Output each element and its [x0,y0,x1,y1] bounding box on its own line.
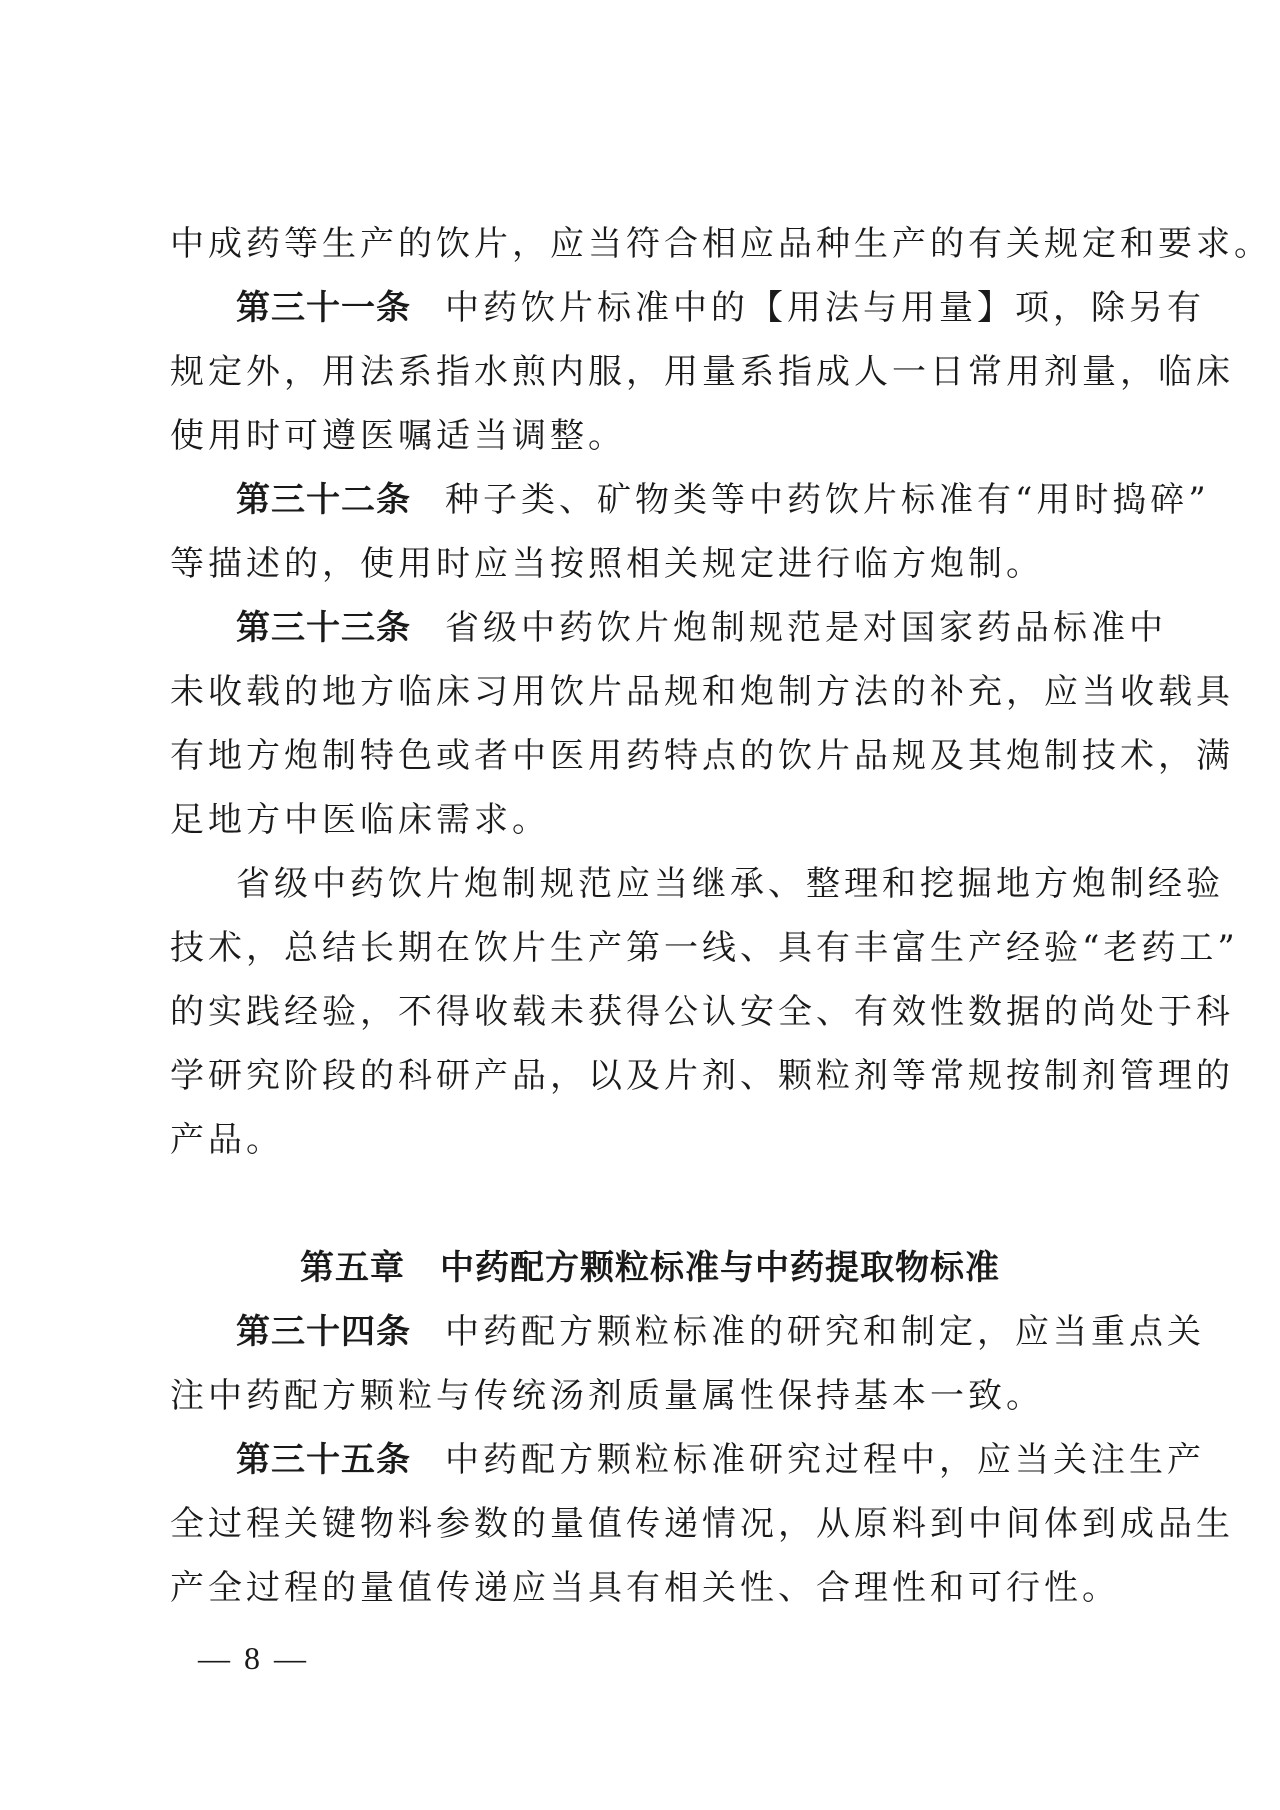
article-31-line [170,276,1205,340]
article-33-line [170,596,1167,660]
article-31-text: 中药饮片标准中的【用法与用量】项，除另有 [445,288,1205,328]
text-line: 产全过程的量值传递应当具有相关性、合理性和可行性。 [170,1568,1120,1608]
page-number: — 8 — [198,1640,309,1676]
text-line: 产品。 [170,1120,284,1160]
article-35-text: 中药配方颗粒标准研究过程中，应当关注生产 [445,1440,1205,1480]
article-34-line [170,1300,1205,1364]
paragraph-line: 省级中药饮片炮制规范应当继承、整理和挖掘地方炮制经验 [236,864,1224,904]
article-32-line [170,468,1210,532]
article-35-line [170,1428,1205,1492]
article-33-text: 省级中药饮片炮制规范是对国家药品标准中 [445,608,1167,648]
text-line: 注中药配方颗粒与传统汤剂质量属性保持基本一致。 [170,1376,1044,1416]
article-32-text: 种子类、矿物类等中药饮片标准有“用时捣碎” [445,480,1210,520]
text-line: 有地方炮制特色或者中医用药特点的饮片品规及其炮制技术，满 [170,736,1234,776]
article-34-label: 第三十四条 [236,1312,411,1352]
text-line: 未收载的地方临床习用饮片品规和炮制方法的补充，应当收载具 [170,672,1234,712]
text-line: 全过程关键物料参数的量值传递情况，从原料到中间体到成品生 [170,1504,1234,1544]
text-line: 等描述的，使用时应当按照相关规定进行临方炮制。 [170,544,1044,584]
text-line: 技术，总结长期在饮片生产第一线、具有丰富生产经验“老药工” [170,928,1239,968]
article-34-text: 中药配方颗粒标准的研究和制定，应当重点关 [445,1312,1205,1352]
document-body [170,212,1272,1620]
text-line: 的实践经验，不得收载未获得公认安全、有效性数据的尚处于科 [170,992,1234,1032]
text-line: 规定外，用法系指水煎内服，用量系指成人一日常用剂量，临床 [170,352,1234,392]
spacer [170,1172,1130,1236]
text-line: 学研究阶段的科研产品，以及片剂、颗粒剂等常规按制剂管理的 [170,1056,1234,1096]
article-35-label: 第三十五条 [236,1440,411,1480]
article-32-label: 第三十二条 [236,480,411,520]
article-31-label: 第三十一条 [236,288,411,328]
text-line: 中成药等生产的饮片，应当符合相应品种生产的有关规定和要求。 [170,224,1272,264]
text-line: 使用时可遵医嘱适当调整。 [170,416,626,456]
article-33-label: 第三十三条 [236,608,411,648]
chapter-heading: 第五章 中药配方颗粒标准与中药提取物标准 [300,1248,1000,1288]
text-line: 足地方中医临床需求。 [170,800,550,840]
